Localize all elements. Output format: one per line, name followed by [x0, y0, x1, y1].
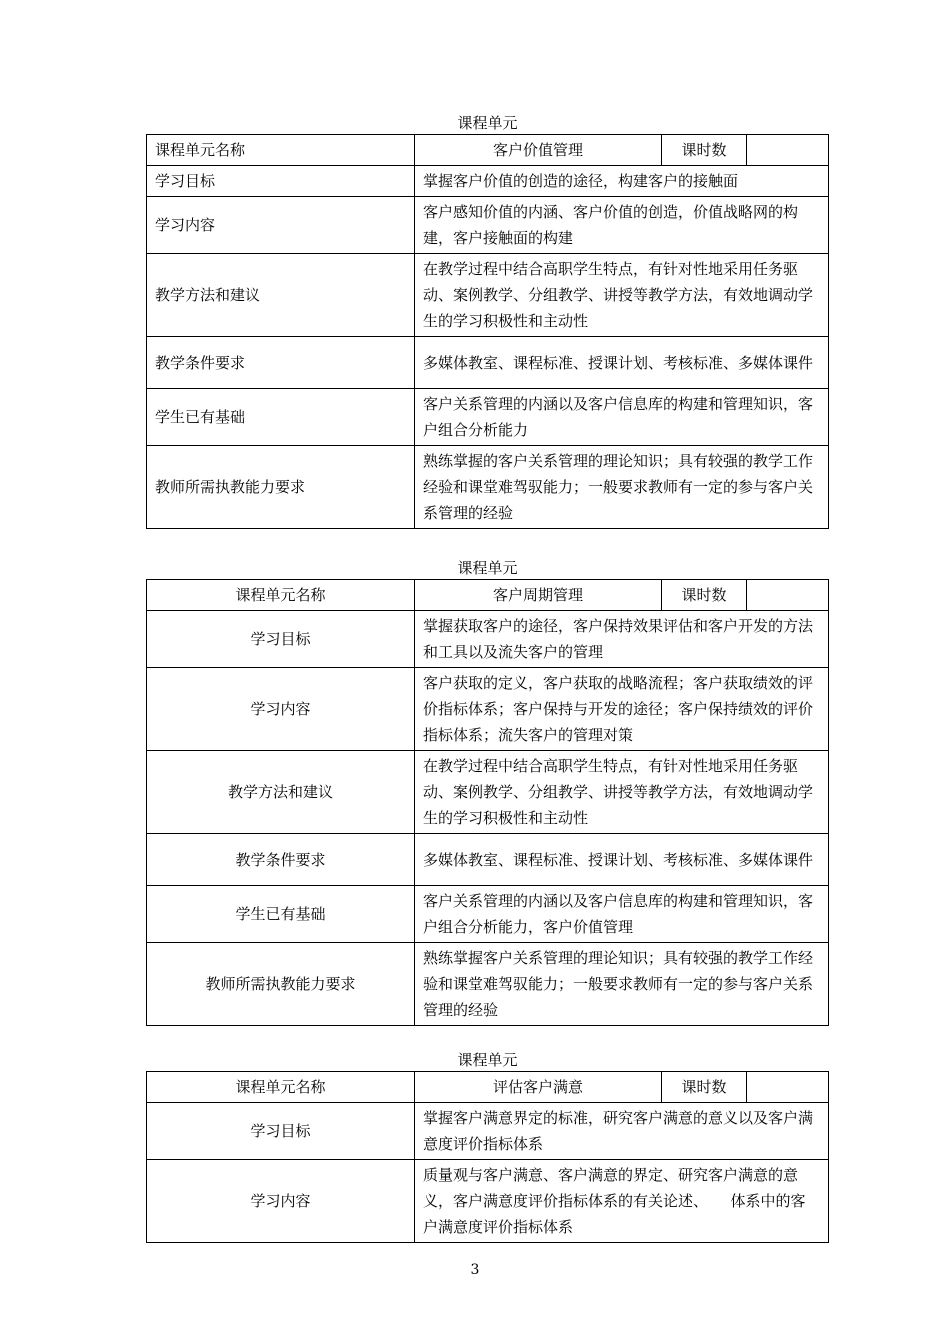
course-unit-2: [146, 557, 829, 1026]
unit-caption: 课程单元: [457, 559, 518, 577]
row-content: 熟练掌握的客户关系管理的理论知识；具有较强的教学工作经验和课堂难驾驭能力；一般要求教师有一定的参与客户关系管理的经验: [415, 446, 829, 529]
row-content: 质量观与客户满意、客户满意的界定、研究客户满意的意义，客户满意度评价指标体系的有关论述、 体系中的客户满意度评价指标体系: [415, 1160, 829, 1243]
unit-header-row: [147, 135, 829, 166]
row-label: 学习目标: [147, 1103, 415, 1160]
row-content: 多媒体教室、课程标准、授课计划、考核标准、多媒体课件: [415, 834, 829, 886]
table-row: [147, 751, 829, 834]
unit-name-value: 客户周期管理: [415, 580, 662, 611]
row-content: 掌握客户满意界定的标准，研究客户满意的意义以及客户满意度评价指标体系: [415, 1103, 829, 1160]
hours-value: [747, 1072, 829, 1103]
row-label: 教学条件要求: [147, 834, 415, 886]
table-row: [147, 1160, 829, 1243]
table-row: [147, 446, 829, 529]
course-unit-3: [146, 1049, 829, 1243]
row-label: 教师所需执教能力要求: [147, 446, 415, 529]
hours-label: 课时数: [662, 1072, 747, 1103]
hours-label: 课时数: [662, 135, 747, 166]
row-content: 在教学过程中结合高职学生特点，有针对性地采用任务驱动、案例教学、分组教学、讲授等教学方法，有效地调动学生的学习积极性和主动性: [415, 254, 829, 337]
hours-value: [747, 580, 829, 611]
row-label: 教学条件要求: [147, 337, 415, 389]
table-row: [147, 611, 829, 668]
unit-table: [146, 1071, 829, 1243]
row-label: 学生已有基础: [147, 886, 415, 943]
row-content: 在教学过程中结合高职学生特点，有针对性地采用任务驱动、案例教学、分组教学、讲授等教学方法，有效地调动学生的学习积极性和主动性: [415, 751, 829, 834]
row-label: 学习内容: [147, 668, 415, 751]
row-label: 教学方法和建议: [147, 254, 415, 337]
table-row: [147, 1103, 829, 1160]
unit-header-row: [147, 1072, 829, 1103]
table-row: [147, 337, 829, 389]
table-row: [147, 886, 829, 943]
table-row: [147, 254, 829, 337]
unit-table: [146, 134, 829, 529]
unit-name-label: 课程单元名称: [147, 135, 415, 166]
table-row: [147, 668, 829, 751]
unit-name-value: 客户价值管理: [415, 135, 662, 166]
page-number: 3: [470, 1262, 480, 1278]
unit-caption: 课程单元: [457, 114, 518, 132]
row-content: 客户感知价值的内涵、客户价值的创造，价值战略网的构建，客户接触面的构建: [415, 197, 829, 254]
row-label: 学习内容: [147, 1160, 415, 1243]
unit-name-label: 课程单元名称: [147, 1072, 415, 1103]
unit-header-row: [147, 580, 829, 611]
table-row: [147, 834, 829, 886]
unit-name-value: 评估客户满意: [415, 1072, 662, 1103]
unit-caption: 课程单元: [457, 1051, 518, 1069]
unit-name-label: 课程单元名称: [147, 580, 415, 611]
row-label: 教学方法和建议: [147, 751, 415, 834]
row-content: 掌握获取客户的途径，客户保持效果评估和客户开发的方法和工具以及流失客户的管理: [415, 611, 829, 668]
row-content: 熟练掌握客户关系管理的理论知识；具有较强的教学工作经验和课堂难驾驭能力；一般要求教师有一定的参与客户关系管理的经验: [415, 943, 829, 1026]
row-content: 掌握客户价值的创造的途径，构建客户的接触面: [415, 166, 829, 197]
row-content: 客户关系管理的内涵以及客户信息库的构建和管理知识，客户组合分析能力，客户价值管理: [415, 886, 829, 943]
unit-table: [146, 579, 829, 1026]
row-label: 学生已有基础: [147, 389, 415, 446]
row-content: 客户关系管理的内涵以及客户信息库的构建和管理知识，客户组合分析能力: [415, 389, 829, 446]
hours-label: 课时数: [662, 580, 747, 611]
row-label: 学习内容: [147, 197, 415, 254]
table-row: [147, 389, 829, 446]
row-label: 学习目标: [147, 611, 415, 668]
row-label: 学习目标: [147, 166, 415, 197]
row-label: 教师所需执教能力要求: [147, 943, 415, 1026]
hours-value: [747, 135, 829, 166]
table-row: [147, 166, 829, 197]
row-content: 客户获取的定义，客户获取的战略流程；客户获取绩效的评价指标体系；客户保持与开发的途径；客户保持绩效的评价指标体系；流失客户的管理对策: [415, 668, 829, 751]
row-content: 多媒体教室、课程标准、授课计划、考核标准、多媒体课件: [415, 337, 829, 389]
table-row: [147, 197, 829, 254]
table-row: [147, 943, 829, 1026]
course-unit-1: [146, 112, 829, 529]
